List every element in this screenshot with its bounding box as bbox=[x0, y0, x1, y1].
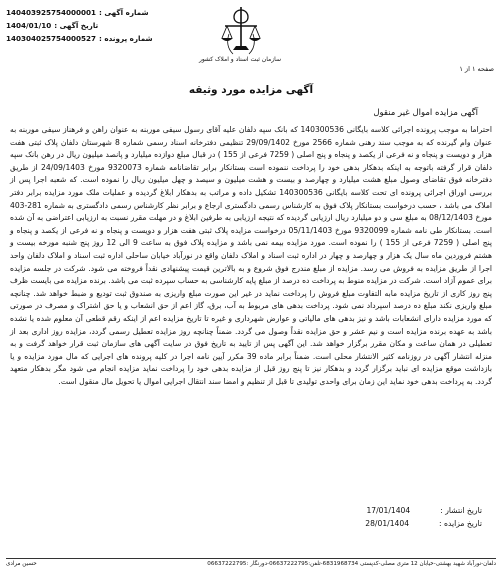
notice-number-label: شماره آگهی : bbox=[99, 8, 149, 17]
auction-date-row bbox=[20, 517, 482, 530]
case-number-row bbox=[6, 32, 176, 45]
notice-number-row bbox=[6, 6, 176, 19]
notice-dates bbox=[20, 504, 482, 530]
notice-subtitle: آگهی مزایده اموال غیر منقول bbox=[373, 108, 478, 118]
auction-date-label: تاریخ مزایده : bbox=[439, 519, 482, 528]
notice-date: 1404/01/10 bbox=[6, 21, 52, 30]
notice-date-label: تاریخ آگهی : bbox=[54, 21, 99, 30]
auction-date: 28/01/1404 bbox=[365, 519, 410, 528]
case-number-label: شماره پرونده : bbox=[99, 34, 153, 43]
notice-number: 140403925754000001 bbox=[6, 8, 97, 17]
footer bbox=[6, 560, 496, 568]
signatory-name: حسین مرادی bbox=[6, 561, 37, 567]
scales-of-justice-icon bbox=[219, 4, 263, 56]
notice-body bbox=[10, 124, 492, 388]
notice-date-row bbox=[6, 19, 176, 32]
notice-meta bbox=[6, 6, 176, 45]
case-number: 140304025754000527 bbox=[6, 34, 97, 43]
publish-date-label: تاریخ انتشار : bbox=[440, 506, 482, 515]
office-address: دلفان-نورآباد شهید بهشتی-خیابان 12 متری مصلی-کدپستی 6831968734-تلفن:06637222795-دورنگار :06637222795 bbox=[207, 561, 496, 567]
organization-name: سازمان ثبت اسناد و املاک کشور bbox=[198, 56, 281, 63]
footer-divider bbox=[6, 558, 496, 559]
notice-title: آگهی مزایده مورد وثیقه bbox=[188, 84, 314, 96]
notice-body-text: احتراما به موجب پرونده اجرائی کلاسه بایگانی 140300536 که بانک سپه دلفان علیه آقای رسول سیفی موربنه به عنوان راهن و فرهناز سیفی موربنه به عنوان وام گیرنده که به موجب سند رهنی شماره 2566 مورخ 29/09/1402 تنظیمی دفترخانه اسناد رسمی شماره 8 شهرستان دلفان پلاک ثبتی هفت هزار و دویست و پنجاه و نه فرعی از یکصد و پنجاه و پنج اصلی ( 7259 فرعی از 155 ) در قبال مبلغ دوازده میلیارد و پانصد میلیون ریال در رهن بانک سپه دلفان قرار گرفته باتوجه به اینکه بدهکار بدهی خود را پرداخت ننموده است بستانکار برابر تقاضانامه شماره 9320073 مورخ 24/09/1403 از طریق دفترخانه فوق تقاضای وصول مبلغ هشت میلیارد و چهارصد و بیست و هشت میلیون و سیصد و چهل میلیون ریال را نموده است. که شعبه اجرا پس از بررسی اوراق اجرائی پرونده ای تحت کلاسه بایگانی 140300536 تشکیل داده و مراتب به بدهکار ابلاغ گردیده و عملیات ملک مورد مزایده برابر دفتر املاک می باشد ، حسب درخواست بستانکار پلاک فوق به کارشناس رسمی دادگستری ارجاع و برابر نظر کارشناس رسمی دادگستری به شماره 281-403 مورخ 08/12/1403 به مبلغ سی و دو میلیارد ریال ارزیابی گردیده که نتیجه ارزیابی به طرفین ابلاغ و در مهلت مقرر نسبت به ارزیابی اعتراضی به آن شده است. بستانکار طی نامه شماره 9320099 مورخ 05/11/1403 درخواست مزایده پلاک ثبتی هفت هزار و دویست و پنجاه و نه فرعی از یکصد و پنجاه و پنج اصلی ( 7259 فرعی از 155 ) را نموده است. مورد مزایده بیمه نمی باشد و مزایده پلاک فوق به ساعت 9 الی 12 روز پنج شنبه مورخه بیست و هشتم فروردین ماه سال یک هزار و چهارصد و چهار در اداره ثبت اسناد و املاک دلفان واقع در نورآباد خیابان ساحلی اداره ثبت اسناد و املاک دلفان واحد اجرا از طریق مزایده به فروش می رسد. مزایده از مبلغ مندرج فوق شروع و به بالاترین قیمت پیشنهادی نقداً فروخته می شود. شرکت در جلسه مزایده برای عموم آزاد است. شرکت در مزایده منوط به پرداخت ده درصد از مبلغ پایه کارشناسی به حساب سپرده ثبت می باشد. برنده مزایده می بایست ظرف پنج روز کاری از تاریخ مزایده مابه التفاوت مبلغ فروش را پرداخت نماید در غیر این صورت مبلغ واریزی به صندوق ثبت تودیع و ضبط خواهد شد. چنانچه مبلغ واریزی نکند مبلغ ده درصد اسپرداد نمی شود. پرداخت بدهی های مربوط به آب، برق، گاز اعم از حق انشعاب و یا حق اشتراک و مصرف در صورتی که مورد مزایده دارای انشعابات باشد و نیز بدهی های مالیاتی و عوارض شهرداری و غیره تا تاریخ مزایده اعم از اینکه رقم قطعی آن معلوم شده یا نشده باشد به عهده برنده مزایده است و نیم عشر و حق مزایده نقداً وصول می گردد. ضمناً چنانچه روز مزایده تعطیل رسمی گردد، مزایده روز اداری بعد از تعطیلی در همان ساعت و مکان مقرر برگزار خواهد شد. این آگهی پس از تایید به تاریخ فوق در سایت آگهی های سازمان ثبت قرار خواهد گرفت و به منزله انتشار آگهی در روزنامه کثیر الانتشار محلی است. ضمناً برابر ماده 39 مکرر آیین نامه اجرا در کلیه پرونده های اجرایی که مال مورد مزایده و یا بازداشت موقع مزایده ای نباید برگزار گردد و بدهکار نیز تا پنج روز قبل از مزایده بدهی خود را پرداخت نماید مزایده انجام می شود مگر بدهکار متعهد گردد. به پرداخت بدهی خود نماید این زمان برای واحدی تولیدی تا قبل از تنظیم و امضا سند انتقال اجرایی اموال یا تحویل مال منقول است. bbox=[10, 125, 492, 386]
page-number: صفحه ۱ از ۱ bbox=[459, 65, 494, 73]
publish-date: 17/01/1404 bbox=[366, 506, 411, 515]
publish-date-row bbox=[20, 504, 482, 517]
registry-emblem bbox=[198, 4, 281, 76]
